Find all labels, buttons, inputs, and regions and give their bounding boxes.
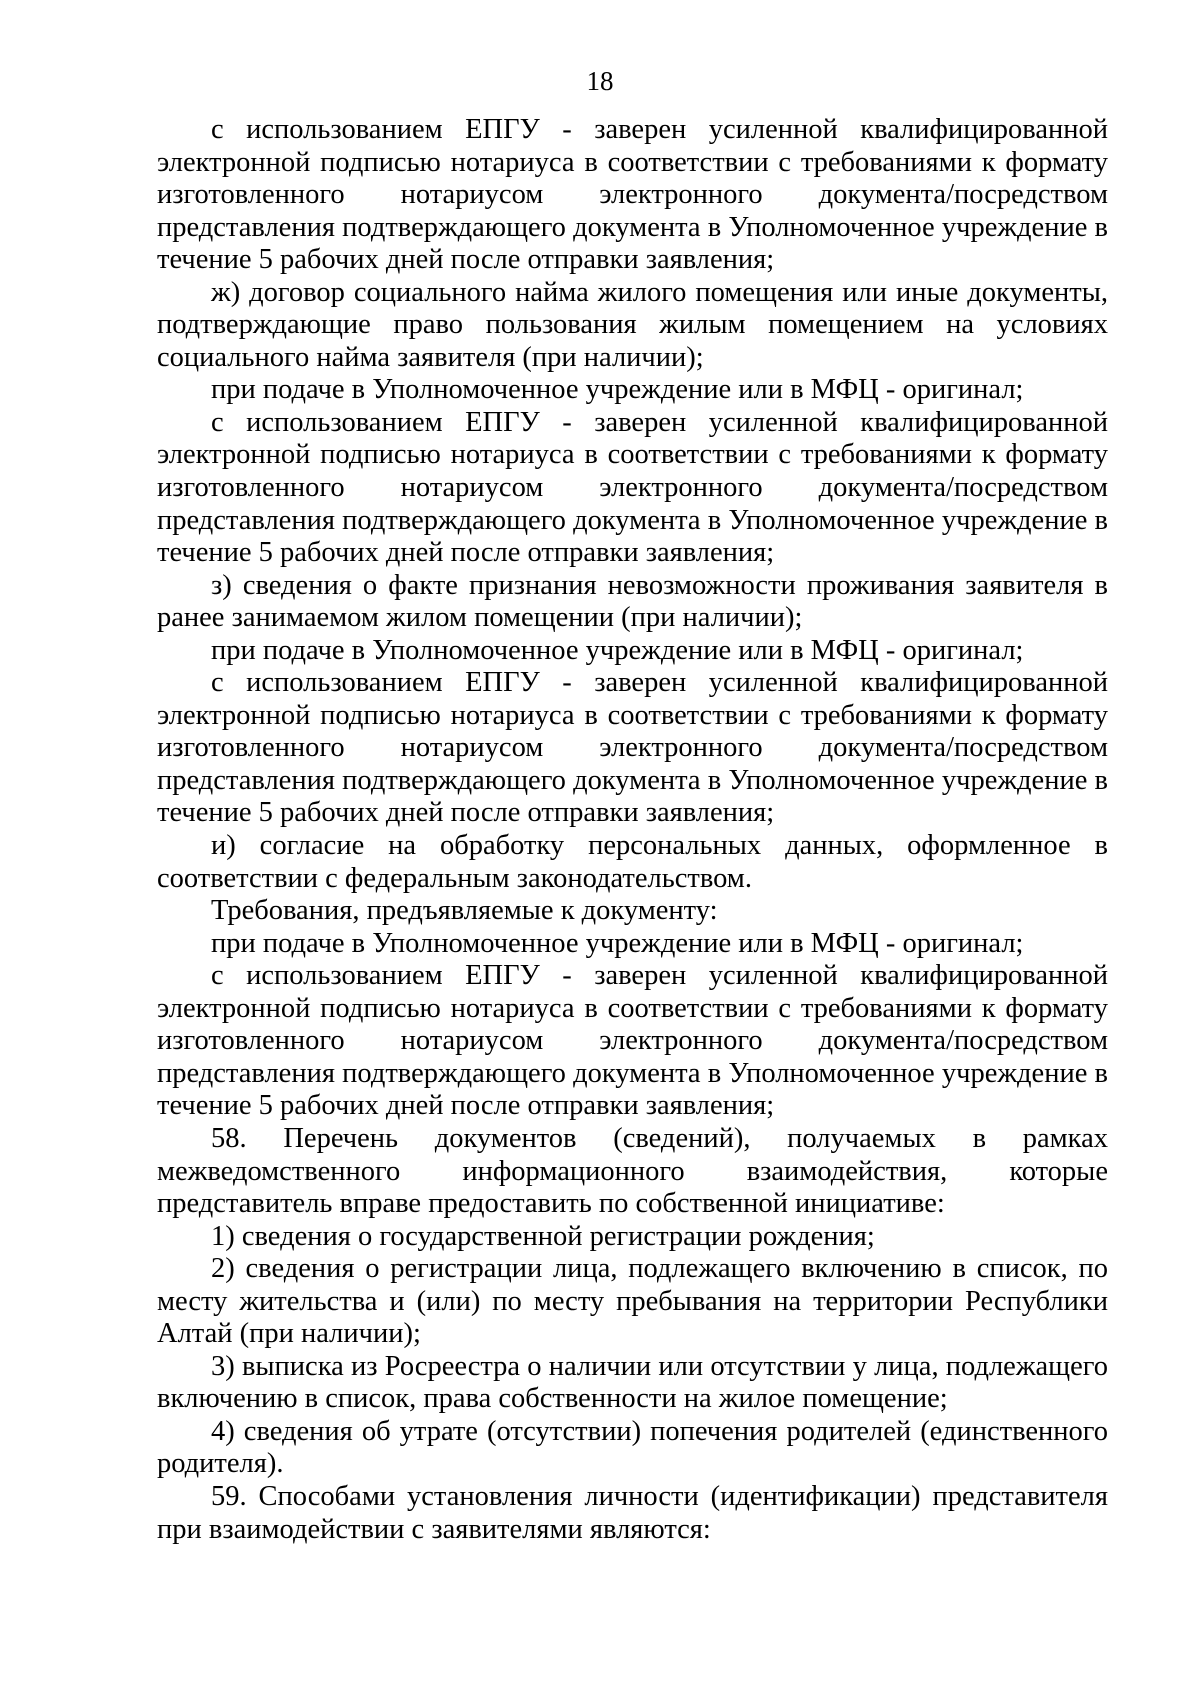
paragraph-document-requirements: Требования, предъявляемые к документу: xyxy=(211,895,718,927)
paragraph-item-zh: ж) договор социального найма жилого помещения или иные документы, подтверждающие право пользования жилым помещением на условиях социального найма заявителя (при наличии); xyxy=(157,276,1108,373)
paragraph-list-item-4: 4) сведения об утрате (отсутствии) попечения родителей (единственного родителя). xyxy=(157,1415,1108,1480)
paragraph-epgu-requirement: с использованием ЕПГУ - заверен усиленной квалифицированной электронной подписью нотариуса в соответствии с требованиями к формату изготовленного нотариусом электронного документа/посредством представления подтверждающего документа в Уполномоченное учреждение в течение 5 рабочих дней после отправки заявления; xyxy=(157,406,1108,569)
paragraph-list-item-3: 3) выписка из Росреестра о наличии или отсутствии у лица, подлежащего включению в список, права собственности на жилое помещение; xyxy=(157,1350,1108,1415)
paragraph-item-z: з) сведения о факте признания невозможности проживания заявителя в ранее занимаемом жилом помещении (при наличии); xyxy=(157,569,1108,634)
paragraph-list-item-1: 1) сведения о государственной регистрации рождения; xyxy=(211,1220,875,1252)
paragraph-epgu-requirement: с использованием ЕПГУ - заверен усиленной квалифицированной электронной подписью нотариуса в соответствии с требованиями к формату изготовленного нотариусом электронного документа/посредством представления подтверждающего документа в Уполномоченное учреждение в течение 5 рабочих дней после отправки заявления; xyxy=(157,114,1108,276)
paragraph-original-submission: при подаче в Уполномоченное учреждение или в МФЦ - оригинал; xyxy=(211,374,1024,406)
paragraph-original-submission: при подаче в Уполномоченное учреждение или в МФЦ - оригинал; xyxy=(211,927,1024,959)
paragraph-item-i: и) согласие на обработку персональных данных, оформленное в соответствии с федеральным законодательством. xyxy=(157,830,1108,894)
document-body xyxy=(157,114,1108,1546)
paragraph-epgu-requirement: с использованием ЕПГУ - заверен усиленной квалифицированной электронной подписью нотариуса в соответствии с требованиями к формату изготовленного нотариусом электронного документа/посредством представления подтверждающего документа в Уполномоченное учреждение в течение 5 рабочих дней после отправки заявления; xyxy=(157,960,1108,1122)
paragraph-list-item-2: 2) сведения о регистрации лица, подлежащего включению в список, по месту жительства и (или) по месту пребывания на территории Республики Алтай (при наличии); xyxy=(157,1253,1108,1350)
paragraph-clause-58: 58. Перечень документов (сведений), получаемых в рамках межведомственного информационного взаимодействия, которые представитель вправе предоставить по собственной инициативе: xyxy=(157,1122,1108,1220)
paragraph-original-submission: при подаче в Уполномоченное учреждение или в МФЦ - оригинал; xyxy=(211,634,1024,666)
page-number: 18 xyxy=(586,66,614,96)
paragraph-clause-59: 59. Способами установления личности (идентификации) представителя при взаимодействии с заявителями являются: xyxy=(157,1480,1108,1545)
paragraph-epgu-requirement: с использованием ЕПГУ - заверен усиленной квалифицированной электронной подписью нотариуса в соответствии с требованиями к формату изготовленного нотариусом электронного документа/посредством представления подтверждающего документа в Уполномоченное учреждение в течение 5 рабочих дней после отправки заявления; xyxy=(157,667,1108,829)
